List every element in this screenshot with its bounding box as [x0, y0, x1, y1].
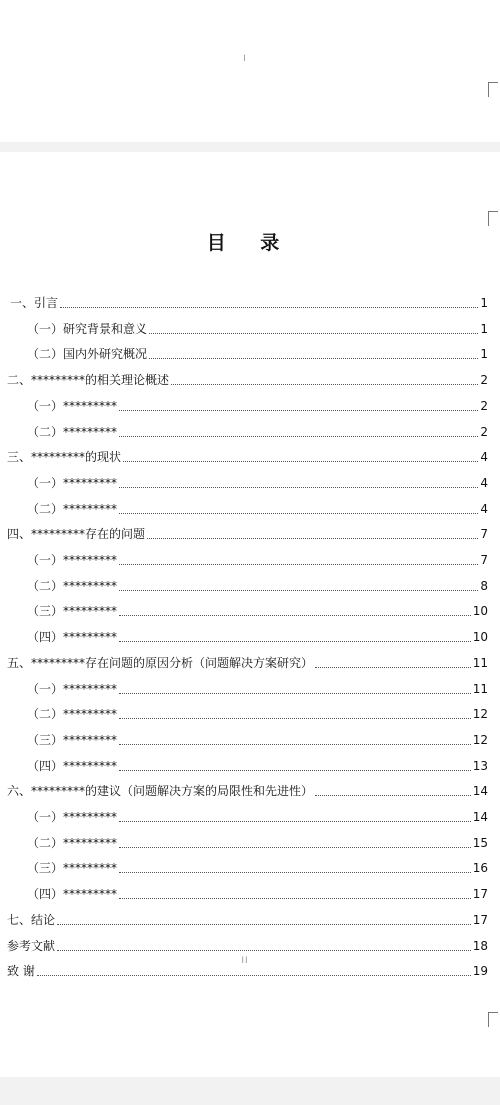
toc-entry-page-number: 15: [472, 836, 488, 850]
toc-leader-dots: [57, 924, 471, 925]
toc-entry-page-number: 2: [480, 425, 488, 439]
toc-leader-dots: [119, 718, 471, 719]
toc-leader-dots: [147, 538, 478, 539]
toc-leader-dots: [37, 975, 471, 976]
toc-entry-page-number: 12: [472, 707, 488, 721]
previous-page: [0, 0, 500, 142]
toc-entry[interactable]: [27, 550, 488, 568]
toc-leader-dots: [315, 667, 471, 668]
toc-entry-label: （一）*********: [27, 810, 118, 824]
toc-entry-page-number: 13: [472, 759, 488, 773]
toc-entry[interactable]: [7, 370, 488, 388]
toc-entry-page-number: 8: [480, 579, 488, 593]
toc-entry[interactable]: [27, 756, 488, 774]
toc-entry[interactable]: [27, 884, 488, 902]
toc-entry-label: （一）*********: [27, 399, 118, 413]
toc-leader-dots: [119, 693, 471, 694]
toc-entry[interactable]: [10, 293, 488, 311]
toc-leader-dots: [119, 487, 478, 488]
toc-entry-label: （一）*********: [27, 682, 118, 696]
toc-leader-dots: [119, 872, 471, 873]
toc-leader-dots: [119, 847, 471, 848]
toc-entry-label: 四、*********存在的问题: [7, 527, 146, 541]
toc-leader-dots: [119, 770, 471, 771]
toc-page: [0, 152, 500, 1077]
toc-entry-page-number: 2: [480, 373, 488, 387]
toc-entry-label: （二）*********: [27, 425, 118, 439]
toc-entry-label: （三）*********: [27, 733, 118, 747]
toc-entry-page-number: 11: [472, 656, 488, 670]
toc-entry-label: （一）*********: [27, 476, 118, 490]
toc-entry-label: 一、引言: [10, 296, 59, 310]
toc-entry-label: （二）*********: [27, 502, 118, 516]
toc-entry-label: 六、*********的建议（问题解决方案的局限性和先进性）: [7, 784, 314, 798]
toc-entry-page-number: 17: [472, 913, 488, 927]
toc-entry[interactable]: [7, 781, 488, 799]
toc-entry-page-number: 4: [480, 502, 488, 516]
toc-entry[interactable]: [27, 499, 488, 517]
toc-entry[interactable]: [27, 807, 488, 825]
toc-entry-label: 三、*********的现状: [7, 450, 122, 464]
toc-entry[interactable]: [27, 627, 488, 645]
toc-entry[interactable]: [7, 653, 488, 671]
toc-entry-page-number: 16: [472, 861, 488, 875]
toc-entry[interactable]: [27, 730, 488, 748]
toc-entry[interactable]: [27, 576, 488, 594]
toc-leader-dots: [119, 436, 478, 437]
toc-entry-label: （三）*********: [27, 861, 118, 875]
toc-entry-label: 七、结论: [7, 913, 56, 927]
toc-entry-label: （四）*********: [27, 887, 118, 901]
toc-leader-dots: [60, 307, 478, 308]
toc-entry[interactable]: [27, 679, 488, 697]
toc-entry-page-number: 19: [472, 964, 488, 978]
toc-entry-page-number: 12: [472, 733, 488, 747]
toc-entry-page-number: 7: [480, 527, 488, 541]
toc-entry-label: （二）*********: [27, 707, 118, 721]
toc-leader-dots: [119, 744, 471, 745]
toc-entry[interactable]: [27, 344, 488, 362]
toc-entry-label: 参考文献: [7, 939, 56, 953]
toc-leader-dots: [123, 461, 478, 462]
toc-entry[interactable]: [27, 396, 488, 414]
toc-entry-label: 二、*********的相关理论概述: [7, 373, 170, 387]
margin-corner-mark: [488, 211, 498, 226]
toc-entry-label: （二）*********: [27, 579, 118, 593]
toc-entry[interactable]: [27, 473, 488, 491]
toc-leader-dots: [119, 590, 478, 591]
toc-leader-dots: [119, 898, 471, 899]
toc-entry[interactable]: [27, 422, 488, 440]
toc-entry[interactable]: [27, 858, 488, 876]
toc-entry-label: 致 谢: [7, 964, 35, 978]
toc-entry[interactable]: [7, 524, 488, 542]
toc-entry[interactable]: [27, 319, 488, 337]
toc-leader-dots: [119, 615, 471, 616]
toc-entry-page-number: 1: [480, 322, 488, 336]
toc-entry-page-number: 1: [480, 296, 488, 310]
toc-entry-label: （三）*********: [27, 604, 118, 618]
toc-entry-page-number: 2: [480, 399, 488, 413]
toc-title: 目 录: [206, 232, 294, 254]
toc-entry[interactable]: [7, 910, 488, 928]
toc-entry-page-number: 10: [472, 630, 488, 644]
toc-entry[interactable]: [27, 833, 488, 851]
toc-entry[interactable]: [27, 601, 488, 619]
toc-leader-dots: [119, 410, 478, 411]
toc-leader-dots: [119, 513, 478, 514]
toc-leader-dots: [119, 564, 478, 565]
toc-entry-page-number: 11: [472, 682, 488, 696]
toc-entry-page-number: 7: [480, 553, 488, 567]
toc-entry-label: （一）研究背景和意义: [27, 322, 148, 336]
toc-leader-dots: [149, 333, 478, 334]
toc-entry-label: （四）*********: [27, 630, 118, 644]
toc-entry-label: （一）*********: [27, 553, 118, 567]
toc-entry-page-number: 10: [472, 604, 488, 618]
margin-corner-mark: [488, 82, 498, 97]
toc-entry-label: （四）*********: [27, 759, 118, 773]
toc-entry[interactable]: [7, 447, 488, 465]
toc-entry-page-number: 14: [472, 784, 488, 798]
toc-leader-dots: [149, 358, 478, 359]
toc-entry-page-number: 17: [472, 887, 488, 901]
toc-entry-label: （二）国内外研究概况: [27, 347, 148, 361]
toc-entry-page-number: 1: [480, 347, 488, 361]
margin-corner-mark: [488, 1012, 498, 1027]
toc-entry-page-number: 4: [480, 476, 488, 490]
page-number-marker: I: [243, 54, 247, 64]
toc-entry-page-number: 4: [480, 450, 488, 464]
toc-entry[interactable]: [27, 704, 488, 722]
toc-entry-label: （二）*********: [27, 836, 118, 850]
toc-leader-dots: [119, 821, 471, 822]
toc-leader-dots: [315, 795, 471, 796]
toc-entry[interactable]: [7, 936, 488, 954]
toc-entry-page-number: 18: [472, 939, 488, 953]
toc-leader-dots: [171, 384, 478, 385]
toc-entry-label: 五、*********存在问题的原因分析（问题解决方案研究）: [7, 656, 314, 670]
toc-leader-dots: [57, 950, 471, 951]
page-number-marker: II: [241, 956, 249, 966]
toc-entry-page-number: 14: [472, 810, 488, 824]
toc-leader-dots: [119, 641, 471, 642]
